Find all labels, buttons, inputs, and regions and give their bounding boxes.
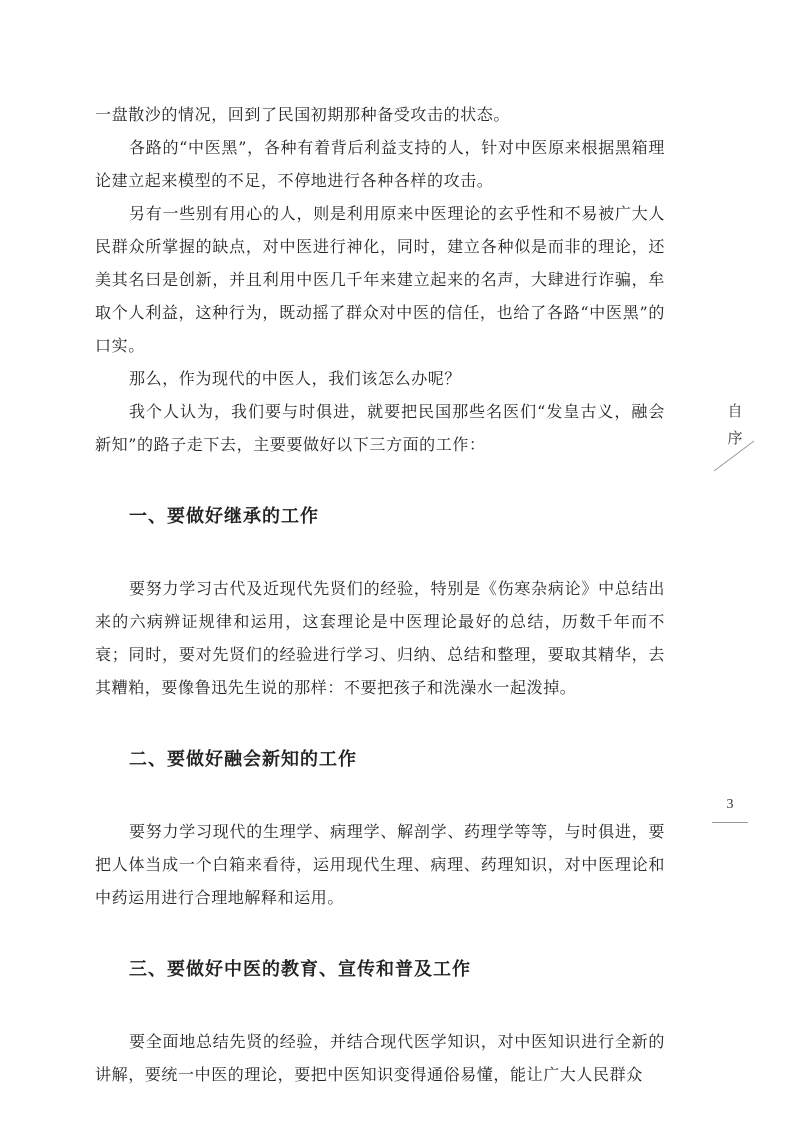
section-body-new-knowledge: 要努力学习现代的生理学、病理学、解剖学、药理学等等，与时俱进，要把人体当成一个白箱来看待，运用现代生理、病理、药理知识，对中医理论和中药运用进行合理地解释和运用。 <box>95 822 665 907</box>
spacer <box>95 914 665 953</box>
side-tab-diagonal-rule <box>712 440 756 472</box>
section-body-inheritance: 要努力学习古代及近现代先贤们的经验，特别是《伤寒杂病论》中总结出来的六病辨证规律和运用，这套理论是中医理论最好的总结，历数千年而不衰；同时，要对先贤们的经验进行学习、归纳、总结和整理，要取其精华，去其糟粕，要像鲁迅先生说的那样：不要把孩子和洗澡水一起泼掉。 <box>95 579 665 697</box>
side-tab-char-zi: 自 <box>727 402 743 420</box>
spacer <box>95 986 665 1025</box>
spacer <box>95 704 665 743</box>
section-heading-education: 三、要做好中医的教育、宣传和普及工作 <box>129 959 471 980</box>
paragraph-continuation: 一盘散沙的情况，回到了民国初期那种备受攻击的状态。 <box>95 105 511 124</box>
paragraph-zhongyihei: 各路的“中医黑”，各种有着背后利益支持的人，针对中医原来根据黑箱理论建立起来模型的不足，不停地进行各种各样的攻击。 <box>95 138 665 190</box>
spacer <box>95 461 665 500</box>
page-number-underline <box>712 822 748 823</box>
spacer <box>95 533 665 572</box>
section-heading-new-knowledge: 二、要做好融会新知的工作 <box>129 749 357 770</box>
paragraph-ulterior-motives: 另有一些别有用心的人，则是利用原来中医理论的玄乎性和不易被广大人民群众所掌握的缺点，对中医进行神化，同时，建立各种似是而非的理论，还美其名曰是创新，并且利用中医几千年来建立起来的名声，大肆进行诈骗，牟取个人利益，这种行为，既动摇了群众对中医的信任，也给了各路“中医黑”的口实。 <box>95 204 665 355</box>
section-heading-inheritance: 一、要做好继承的工作 <box>129 506 319 527</box>
paragraph-question: 那么，作为现代的中医人，我们该怎么办呢？ <box>129 369 462 388</box>
paragraph-opinion: 我个人认为，我们要与时俱进，就要把民国那些名医们“发皇古义，融会新知”的路子走下去，主要要做好以下三方面的工作： <box>95 402 665 454</box>
page-number: 3 <box>726 797 734 812</box>
side-tab-char-xu: 序 <box>727 429 743 447</box>
spacer <box>95 776 665 815</box>
main-text-column <box>95 98 665 1091</box>
section-body-education: 要全面地总结先贤的经验，并结合现代医学知识，对中医知识进行全新的讲解，要统一中医的理论，要把中医知识变得通俗易懂，能让广大人民群众 <box>95 1032 665 1084</box>
